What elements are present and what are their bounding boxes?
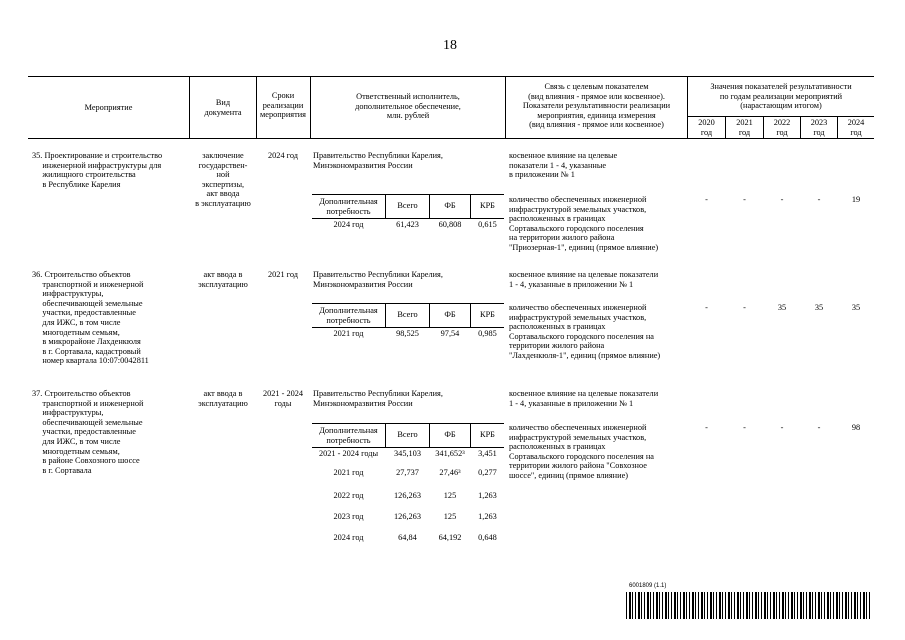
row-executor: Правительство Республики Карелия, Минэкономразвития России xyxy=(313,270,443,289)
finance-fb: 97,54 xyxy=(440,329,460,338)
header-year: 2021 год xyxy=(736,118,753,137)
row-event: 35. Проектирование и строительство инженерной инфраструктуры для жилищного строительства в Республике Карелия xyxy=(32,151,163,189)
subtable-need-header: Дополнительная потребность xyxy=(319,197,378,216)
barcode xyxy=(626,592,872,619)
subtable-total-header: Всего xyxy=(397,310,418,319)
subtable-fb-header: ФБ xyxy=(444,201,456,210)
subtable-krb-header: КРБ xyxy=(480,310,495,319)
subtable-krb-header: КРБ xyxy=(480,430,495,439)
header-year: 2020 год xyxy=(698,118,715,137)
finance-fb: 60,808 xyxy=(438,220,462,229)
subtable-total-header: Всего xyxy=(397,201,418,210)
row-doc-type: заключение государствен- ной экспертизы, акт ввода в эксплуатацию xyxy=(195,151,251,208)
years-divider-line xyxy=(687,116,874,117)
row-value: 35 xyxy=(814,303,824,312)
table-top-line xyxy=(28,76,874,77)
finance-year: 2024 год xyxy=(333,220,364,229)
finance-fb: 341,652³ xyxy=(435,449,465,458)
header-year: 2023 год xyxy=(810,118,828,137)
page-number: 18 xyxy=(443,38,457,53)
row-terms: 2024 год xyxy=(268,151,298,160)
finance-total: 64,84 xyxy=(398,533,417,542)
finance-year: 2021 - 2024 годы xyxy=(318,449,379,458)
row-value: - xyxy=(743,423,746,432)
finance-total: 345,103 xyxy=(394,449,421,458)
header-executor: Ответственный исполнитель, дополнительное обеспечение, млн. рублей xyxy=(355,92,461,121)
row-event: 36. Строительство объектов транспортной и инженерной инфраструктуры, обеспечивающей земельные участки, предоставленные для ИЖС, в том числе многодетным семьям, в микрорайоне Лахденкюля в г. Сортавала, кадастровый номер квартала 10:07:0042811 xyxy=(32,270,149,366)
row-value: 35 xyxy=(777,303,787,312)
finance-fb: 27,46³ xyxy=(439,468,461,477)
row-terms: 2021 - 2024 годы xyxy=(262,389,304,408)
row-executor: Правительство Республики Карелия, Минэкономразвития России xyxy=(313,151,443,170)
finance-krb: 1,263 xyxy=(478,491,497,500)
header-values: Значения показателей результативности по годам реализации мероприятий (нарастающим итогом) xyxy=(710,82,852,111)
subtable-fb-header: ФБ xyxy=(444,310,456,319)
subtable-need-header: Дополнительная потребность xyxy=(319,306,378,325)
row-link-indicator: количество обеспеченных инженерной инфраструктурой земельных участков, расположенных в границах Сортавальского городского поселения на территории жилого района "Совхозное шоссе", единиц (прямое влияние) xyxy=(509,423,654,480)
row-value: - xyxy=(780,423,784,432)
finance-krb: 0,985 xyxy=(478,329,497,338)
header-year: 2024 год xyxy=(847,118,865,137)
row-doc-type: акт ввода в эксплуатацию xyxy=(198,270,248,289)
header-year: 2022 год xyxy=(773,118,791,137)
finance-year: 2021 год xyxy=(333,468,364,477)
row-link-main: косвенное влияние на целевые показатели 1 - 4, указанные в приложении № 1 xyxy=(509,270,659,289)
subtable-total-header: Всего xyxy=(397,430,418,439)
row-value: - xyxy=(705,195,708,204)
row-link-indicator: количество обеспеченных инженерной инфраструктурой земельных участков, расположенных в границах Сортавальского городского поселения на территории жилого района "Лахденкюля-1", единиц (прямое влияние) xyxy=(509,303,661,360)
row-link-main: косвенное влияние на целевые показатели 1 - 4, указанные в приложении № 1 xyxy=(509,389,659,408)
finance-fb: 125 xyxy=(443,512,457,521)
row-value: - xyxy=(780,195,784,204)
row-value: - xyxy=(743,195,746,204)
subtable-need-header: Дополнительная потребность xyxy=(319,426,378,445)
finance-krb: 0,648 xyxy=(478,533,497,542)
row-value: 98 xyxy=(851,423,861,432)
header-link: Связь с целевым показателем (вид влияния - прямое или косвенное). Показатели результативности реализации мероприятия, единица измерения (вид влияния - прямое или косвенное) xyxy=(522,82,671,130)
row-value: - xyxy=(817,423,821,432)
finance-fb: 125 xyxy=(443,491,457,500)
subtable-krb-header: КРБ xyxy=(480,201,495,210)
row-value: - xyxy=(743,303,746,312)
row-doc-type: акт ввода в эксплуатацию xyxy=(198,389,248,408)
finance-year: 2022 год xyxy=(333,491,364,500)
finance-total: 27,737 xyxy=(396,468,419,477)
finance-total: 98,525 xyxy=(396,329,419,338)
finance-year: 2021 год xyxy=(333,329,364,338)
header-terms: Сроки реализации мероприятия xyxy=(260,91,306,120)
finance-total: 61,423 xyxy=(396,220,419,229)
row-value: - xyxy=(817,195,821,204)
subtable-fb-header: ФБ xyxy=(444,430,456,439)
row-event: 37. Строительство объектов транспортной и инженерной инфраструктуры, обеспечивающей земельные участки, предоставленные для ИЖС, в том числе многодетным семьям, в районе Совхозного шоссе в г. Сортавала xyxy=(32,389,144,475)
finance-krb: 0,615 xyxy=(478,220,497,229)
row-terms: 2021 год xyxy=(268,270,298,279)
finance-total: 126,263 xyxy=(394,512,421,521)
finance-year: 2024 год xyxy=(333,533,364,542)
finance-fb: 64,192 xyxy=(438,533,462,542)
row-value: - xyxy=(705,423,708,432)
header-doc-type: Вид документа xyxy=(204,98,242,117)
row-value: 19 xyxy=(851,195,861,204)
finance-krb: 0,277 xyxy=(478,468,497,477)
finance-year: 2023 год xyxy=(333,512,364,521)
header-event: Мероприятие xyxy=(84,103,133,112)
row-link-indicator: количество обеспеченных инженерной инфраструктурой земельных участков, расположенных в границах Сортавальского городского поселения на территории жилого района "Приозерная-1", единиц (прямое влияние) xyxy=(509,195,659,252)
finance-krb: 1,263 xyxy=(478,512,497,521)
row-value: 35 xyxy=(851,303,861,312)
header-bottom-line xyxy=(28,138,874,139)
row-value: - xyxy=(705,303,708,312)
finance-krb: 3,451 xyxy=(478,449,497,458)
row-link-main: косвенное влияние на целевые показатели 1 - 4, указанные в приложении № 1 xyxy=(509,151,618,180)
finance-total: 126,263 xyxy=(394,491,421,500)
row-executor: Правительство Республики Карелия, Минэкономразвития России xyxy=(313,389,443,408)
document-code: 6001809 (1.1) xyxy=(629,583,667,589)
